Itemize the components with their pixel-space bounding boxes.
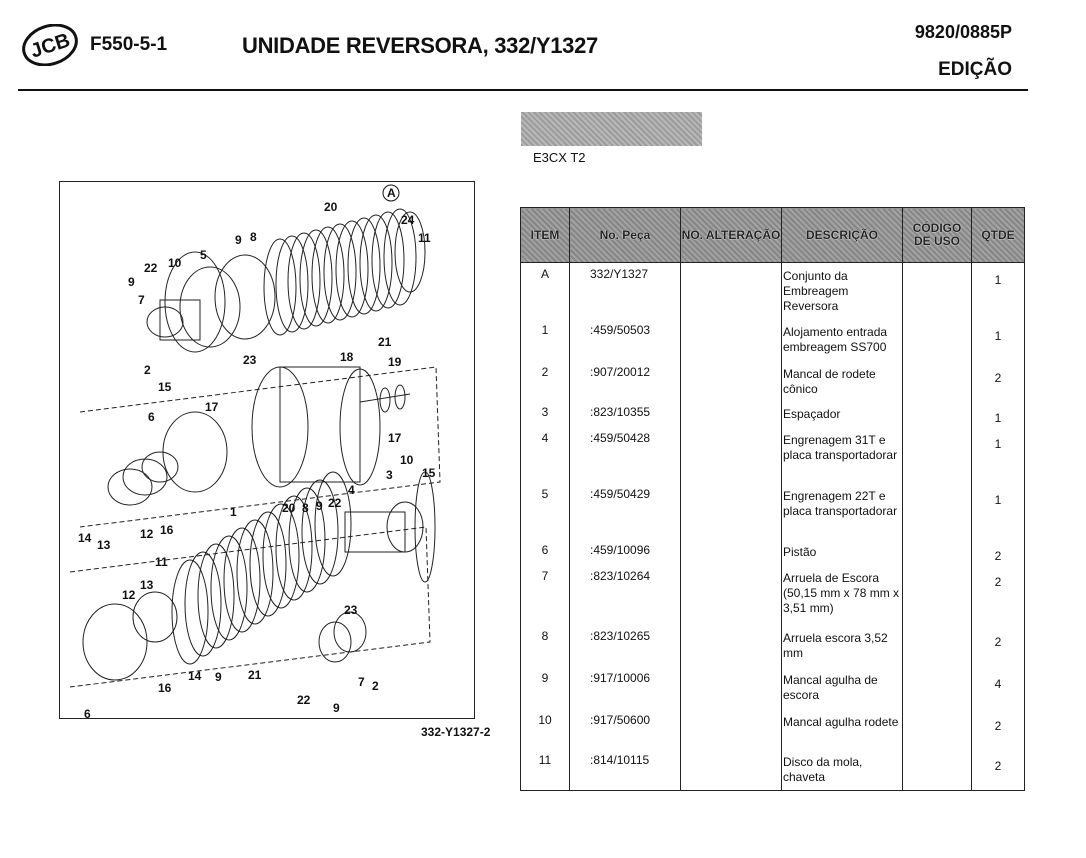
part-number-cell: :823/10265	[570, 625, 681, 667]
item-cell: 2	[521, 361, 570, 401]
description-cell: Mancal de rodete cônico	[782, 361, 903, 401]
part-number-cell: :823/10264	[570, 565, 681, 625]
alteration-cell	[681, 625, 782, 667]
callout-label: 13	[97, 538, 111, 552]
table-row	[521, 667, 1025, 709]
usage-code-cell	[903, 263, 972, 319]
parts-table	[520, 207, 1025, 791]
column-header: NO. ALTERAÇÃO	[681, 208, 782, 263]
callout-label: 9	[316, 499, 323, 513]
callout-label: 8	[250, 230, 257, 244]
description-cell: Espaçador	[782, 401, 903, 427]
callout-label: 6	[84, 707, 91, 719]
item-cell: 6	[521, 539, 570, 565]
quantity-cell: 2	[972, 539, 1025, 565]
table-row	[521, 263, 1025, 319]
quantity-cell: 2	[972, 625, 1025, 667]
callout-label: 9	[235, 233, 242, 247]
callout-label: 9	[128, 275, 135, 289]
callout-label: 16	[160, 523, 174, 537]
callout-label: 6	[148, 410, 155, 424]
column-header: ITEM	[521, 208, 570, 263]
description-cell: Arruela de Escora (50,15 mm x 78 mm x 3,51 mm)	[782, 565, 903, 625]
description-cell: Mancal agulha de escora	[782, 667, 903, 709]
column-header: DESCRIÇÃO	[782, 208, 903, 263]
callout-label: 11	[418, 231, 431, 245]
callout-label: 19	[388, 355, 402, 369]
callout-label: 17	[388, 431, 402, 445]
callout-label: 22	[144, 261, 158, 275]
quantity-cell: 4	[972, 667, 1025, 709]
part-number-cell: :907/20012	[570, 361, 681, 401]
part-number-cell: :814/10115	[570, 749, 681, 791]
item-cell: 11	[521, 749, 570, 791]
item-cell: 8	[521, 625, 570, 667]
description-cell: Pistão	[782, 539, 903, 565]
quantity-cell: 2	[972, 709, 1025, 749]
callout-label: 15	[422, 466, 436, 480]
callout-label: 21	[248, 668, 262, 682]
quantity-cell: 2	[972, 361, 1025, 401]
usage-code-cell	[903, 565, 972, 625]
alteration-cell	[681, 319, 782, 361]
usage-code-cell	[903, 667, 972, 709]
logo-text: JCB	[27, 29, 73, 63]
exploded-diagram	[59, 181, 475, 719]
part-number-cell: :459/50428	[570, 427, 681, 483]
table-row	[521, 709, 1025, 749]
description-cell: Disco da mola, chaveta	[782, 749, 903, 791]
callout-label: 23	[344, 603, 358, 617]
column-header: QTDE	[972, 208, 1025, 263]
item-cell: 9	[521, 667, 570, 709]
model-label: E3CX T2	[533, 150, 586, 165]
callout-label: 20	[282, 501, 296, 515]
usage-code-cell	[903, 319, 972, 361]
quantity-cell: 1	[972, 319, 1025, 361]
alteration-cell	[681, 539, 782, 565]
part-number-cell: :459/50503	[570, 319, 681, 361]
usage-code-cell	[903, 539, 972, 565]
quantity-cell: 1	[972, 401, 1025, 427]
callout-label: 4	[348, 483, 355, 497]
alteration-cell	[681, 709, 782, 749]
callout-label: 7	[358, 675, 365, 689]
quantity-cell: 2	[972, 749, 1025, 791]
part-number-cell: :459/10096	[570, 539, 681, 565]
column-header: CÓDIGO DE USO	[903, 208, 972, 263]
alteration-cell	[681, 401, 782, 427]
table-row	[521, 749, 1025, 791]
table-row	[521, 625, 1025, 667]
callout-label: 10	[400, 453, 414, 467]
part-number-cell: :917/50600	[570, 709, 681, 749]
model-banner	[521, 112, 702, 146]
item-cell: 3	[521, 401, 570, 427]
table-row	[521, 565, 1025, 625]
description-cell: Mancal agulha rodete	[782, 709, 903, 749]
item-cell: 7	[521, 565, 570, 625]
callout-label: 21	[378, 335, 392, 349]
alteration-cell	[681, 565, 782, 625]
callout-label: 14	[188, 669, 202, 683]
description-cell: Engrenagem 22T e placa transportadorar	[782, 483, 903, 539]
alteration-cell	[681, 427, 782, 483]
item-cell: 4	[521, 427, 570, 483]
callout-label: 12	[122, 588, 136, 602]
alteration-cell	[681, 263, 782, 319]
usage-code-cell	[903, 625, 972, 667]
callout-label: 14	[78, 531, 92, 545]
callout-label: 10	[168, 256, 182, 270]
callout-label: 13	[140, 578, 154, 592]
figure-code: 332-Y1327-2	[421, 725, 491, 739]
callout-label: 9	[215, 670, 222, 684]
part-number-cell: 332/Y1327	[570, 263, 681, 319]
callout-label: 12	[140, 527, 154, 541]
callout-label: 2	[144, 363, 151, 377]
alteration-cell	[681, 361, 782, 401]
item-cell: 10	[521, 709, 570, 749]
callout-label: 8	[302, 501, 309, 515]
quantity-cell: 1	[972, 483, 1025, 539]
part-number-cell: :823/10355	[570, 401, 681, 427]
callout-label: A	[387, 186, 396, 200]
section-code: F550-5-1	[90, 34, 168, 55]
callout-label: 2	[372, 679, 379, 693]
jcb-logo	[22, 24, 78, 66]
header-rule	[18, 89, 1028, 91]
description-cell: Conjunto da Embreagem Reversora	[782, 263, 903, 319]
callout-label: 22	[328, 496, 342, 510]
usage-code-cell	[903, 749, 972, 791]
item-cell: 5	[521, 483, 570, 539]
usage-code-cell	[903, 427, 972, 483]
edition-label: EDIÇÃO	[938, 59, 1012, 80]
quantity-cell: 1	[972, 263, 1025, 319]
page-title: UNIDADE REVERSORA, 332/Y1327	[242, 33, 598, 58]
column-header: No. Peça	[570, 208, 681, 263]
item-cell: 1	[521, 319, 570, 361]
usage-code-cell	[903, 361, 972, 401]
part-number-cell: :459/50429	[570, 483, 681, 539]
description-cell: Alojamento entrada embreagem SS700	[782, 319, 903, 361]
description-cell: Engrenagem 31T e placa transportadorar	[782, 427, 903, 483]
callout-label: 20	[324, 200, 338, 214]
callout-label: 15	[158, 380, 172, 394]
alteration-cell	[681, 749, 782, 791]
usage-code-cell	[903, 401, 972, 427]
callout-label: 23	[243, 353, 257, 367]
callout-label: 24	[401, 213, 415, 227]
alteration-cell	[681, 483, 782, 539]
quantity-cell: 2	[972, 565, 1025, 625]
usage-code-cell	[903, 483, 972, 539]
table-row	[521, 361, 1025, 401]
callout-label: 7	[138, 293, 145, 307]
description-cell: Arruela escora 3,52 mm	[782, 625, 903, 667]
callout-label: 17	[205, 400, 219, 414]
part-number-cell: :917/10006	[570, 667, 681, 709]
callout-label: 18	[340, 350, 354, 364]
callout-label: 11	[155, 555, 168, 569]
usage-code-cell	[903, 709, 972, 749]
callout-label: 9	[333, 701, 340, 715]
callout-label: 1	[230, 505, 237, 519]
callout-label: 22	[297, 693, 311, 707]
table-row	[521, 319, 1025, 361]
table-row	[521, 427, 1025, 483]
callout-label: 3	[386, 468, 393, 482]
table-row	[521, 401, 1025, 427]
quantity-cell: 1	[972, 427, 1025, 483]
alteration-cell	[681, 667, 782, 709]
callout-label: 5	[200, 248, 207, 262]
table-header-row	[521, 208, 1025, 263]
table-row	[521, 483, 1025, 539]
callout-label: 16	[158, 681, 172, 695]
item-cell: A	[521, 263, 570, 319]
table-row	[521, 539, 1025, 565]
doc-number: 9820/0885P	[914, 22, 1012, 42]
